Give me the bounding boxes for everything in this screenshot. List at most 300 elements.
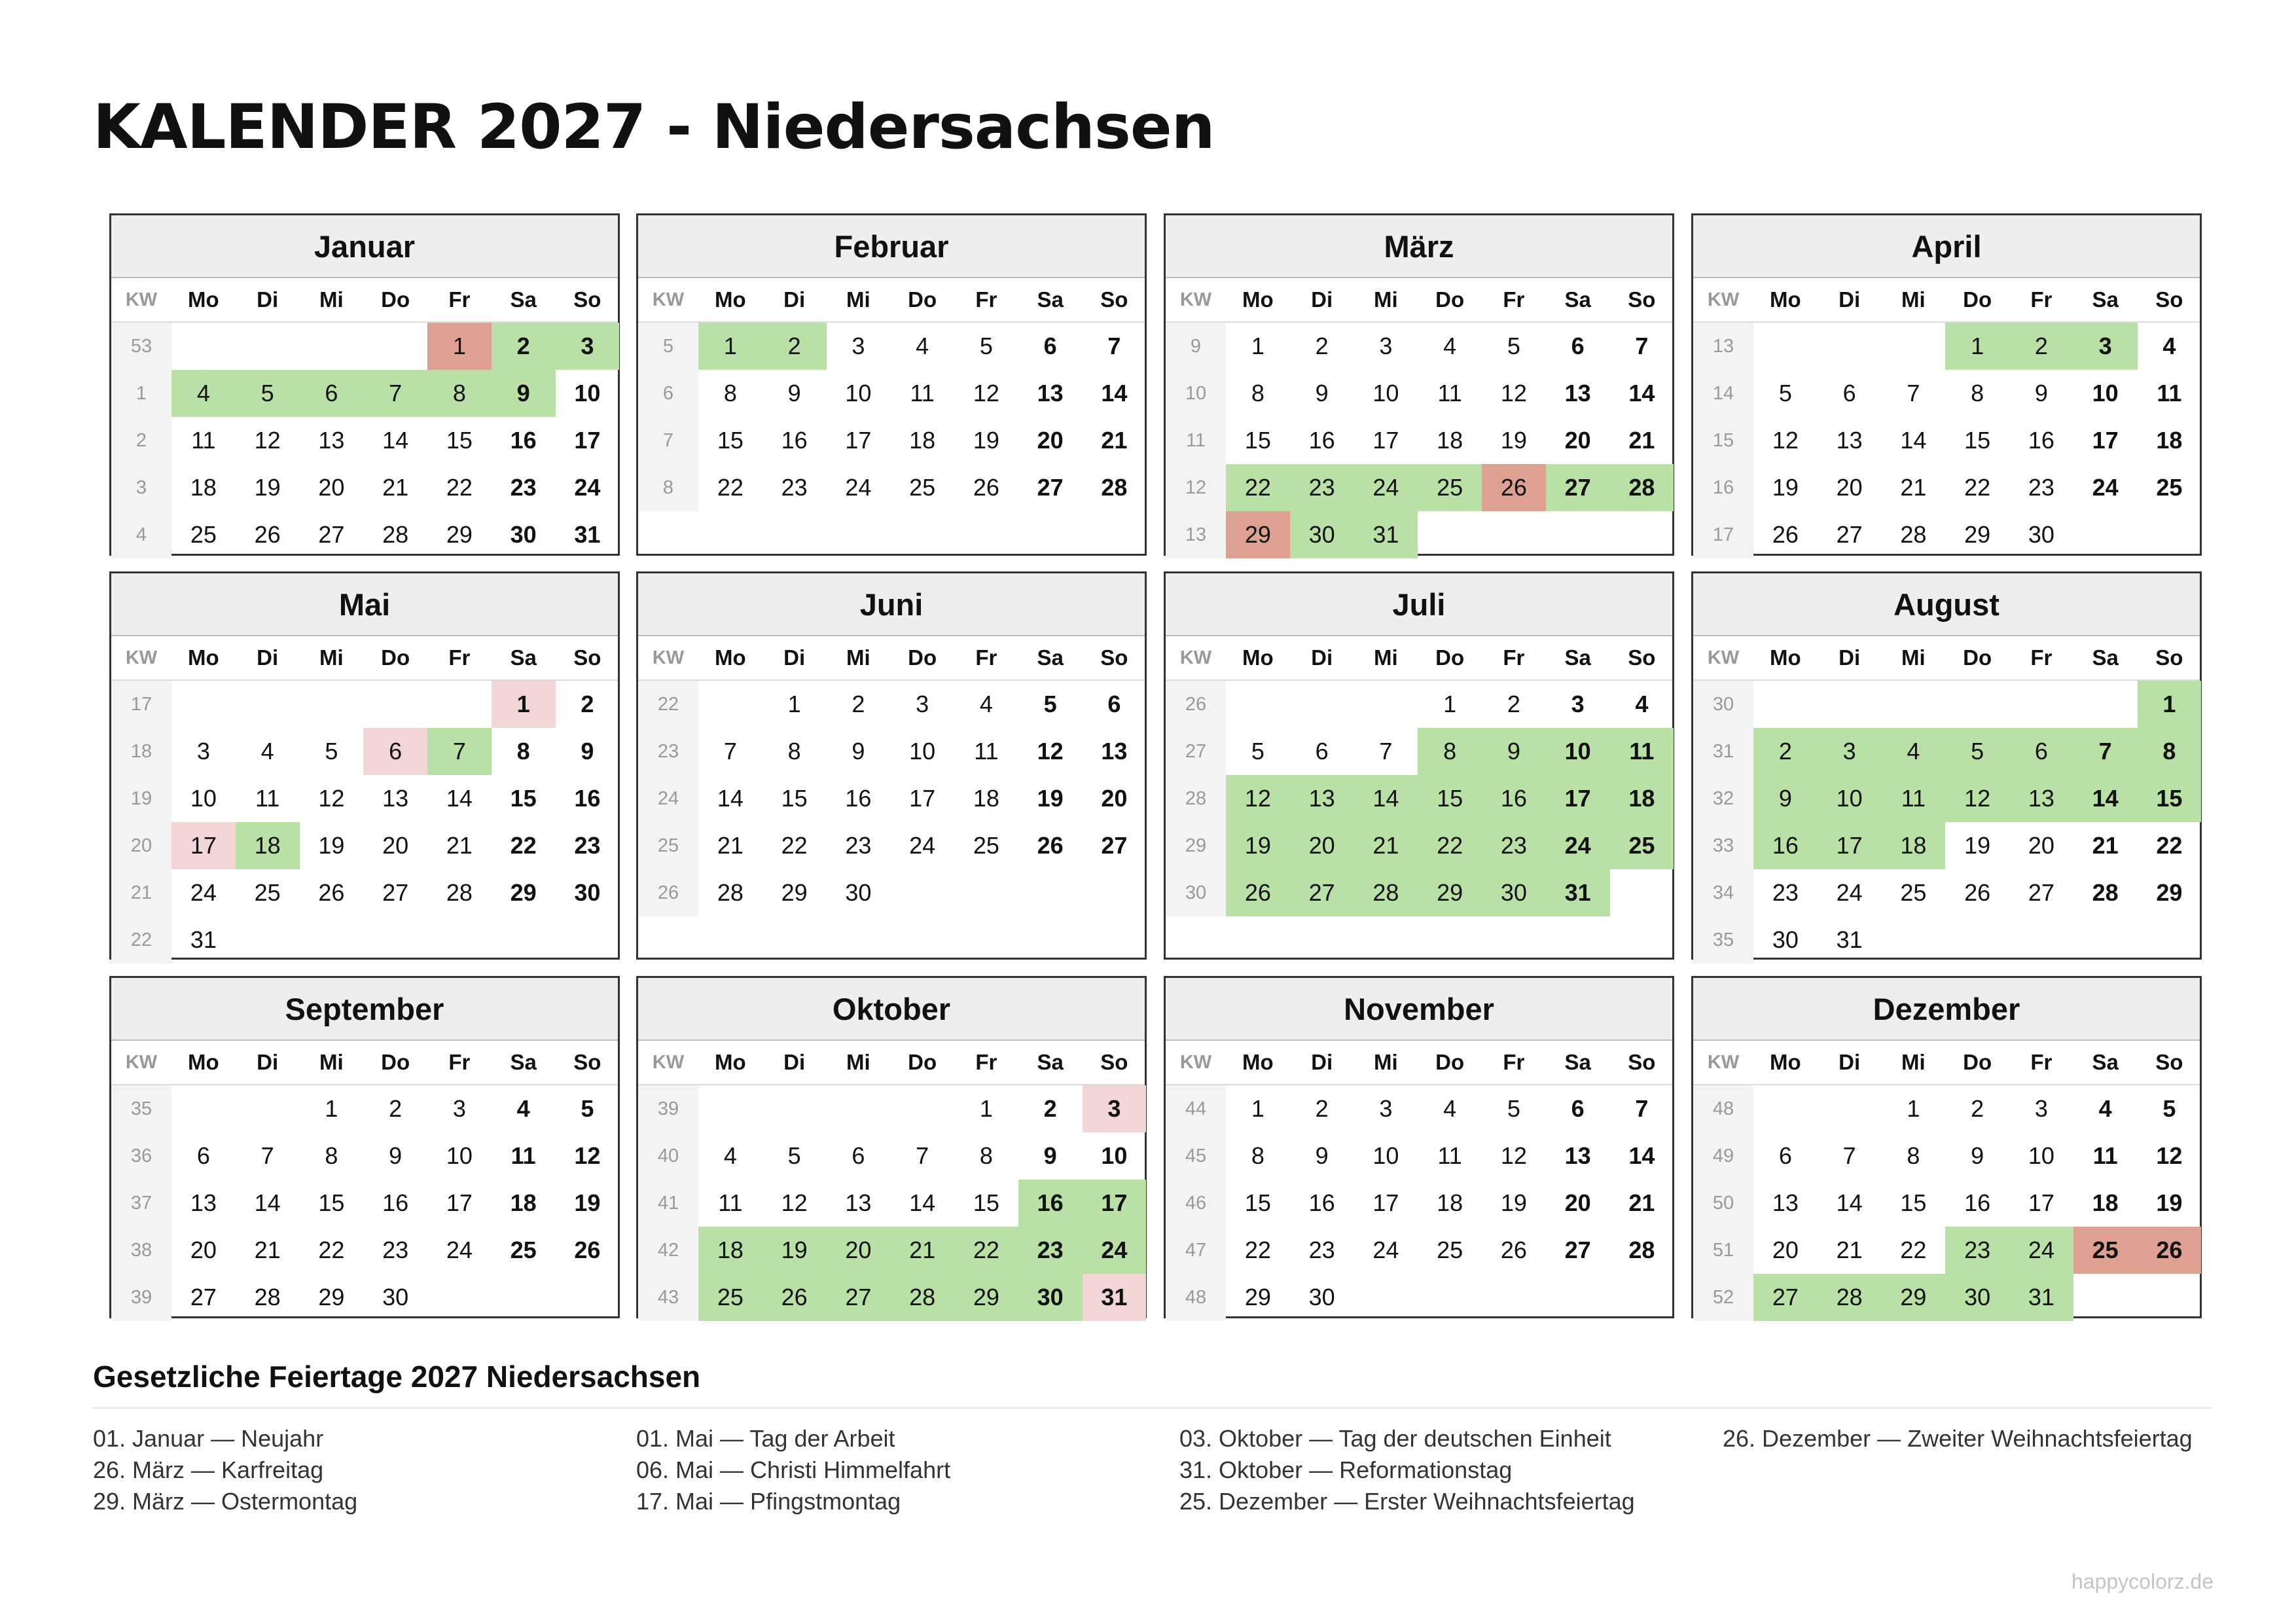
day-cell: 3 [1083, 1085, 1147, 1132]
day-cell: 31 [190, 926, 217, 953]
weekday-header: Di [257, 1050, 279, 1074]
day-cell: 3 [452, 1095, 466, 1122]
month-title: November [1166, 978, 1672, 1041]
week-row [1693, 869, 2200, 916]
week-row [1693, 728, 2200, 775]
weekday-header: Mi [1901, 645, 1926, 670]
empty-day-cell [1753, 323, 1818, 370]
legend-column [1179, 1423, 1723, 1517]
day-cell: 2 [1971, 1095, 1984, 1122]
day-cell: 23 [845, 832, 872, 859]
day-cell: 7 [427, 728, 492, 775]
day-cell: 27 [827, 1274, 891, 1321]
weekday-header: Di [1839, 645, 1861, 670]
day-cell: 17 [2092, 427, 2119, 454]
week-row [1166, 1085, 1672, 1132]
day-cell: 20 [827, 1227, 891, 1274]
week-number: 23 [638, 728, 698, 775]
week-number: 32 [1693, 775, 1753, 822]
day-cell: 27 [1564, 1236, 1591, 1263]
weekday-header: Fr [975, 287, 997, 312]
day-cell: 2 [1315, 333, 1329, 359]
day-cell: 23 [1018, 1227, 1083, 1274]
day-cell: 30 [382, 1284, 409, 1310]
day-cell: 5 [2162, 1095, 2176, 1122]
day-cell: 29 [954, 1274, 1018, 1321]
day-cell: 6 [1571, 1095, 1585, 1122]
empty-day-cell [1945, 916, 2009, 964]
week-row [1693, 822, 2200, 869]
holiday-entry: 17. Mai — Pfingstmontag [636, 1488, 901, 1515]
month-november [1164, 976, 1674, 1318]
week-row [111, 1274, 618, 1321]
month-title: Dezember [1693, 978, 2200, 1041]
empty-day-cell [2009, 681, 2073, 728]
weekday-header: Di [1311, 287, 1333, 312]
day-cell: 21 [1836, 1236, 1863, 1263]
week-number: 52 [1693, 1274, 1753, 1321]
empty-day-cell [2138, 916, 2202, 964]
day-cell: 14 [382, 427, 409, 454]
weekday-header: Sa [1037, 287, 1064, 312]
day-cell: 1 [1945, 323, 2009, 370]
empty-day-cell [556, 1274, 620, 1321]
day-cell: 19 [762, 1227, 827, 1274]
week-row [1166, 511, 1672, 558]
day-cell: 11 [2157, 380, 2182, 406]
day-cell: 12 [254, 427, 281, 454]
empty-day-cell [556, 916, 620, 964]
week-row [1166, 869, 1672, 916]
empty-day-cell [1226, 681, 1290, 728]
day-cell: 25 [1418, 464, 1482, 511]
week-number: 35 [111, 1085, 171, 1132]
day-cell: 10 [2092, 380, 2119, 406]
day-cell: 4 [723, 1142, 737, 1169]
week-row [638, 1085, 1145, 1132]
weekday-header: Sa [1564, 1050, 1591, 1074]
day-cell: 17 [171, 822, 236, 869]
day-cell: 18 [1882, 822, 1946, 869]
month-title: Februar [638, 215, 1145, 278]
day-cell: 29 [510, 879, 537, 906]
weekday-header: Fr [448, 1050, 471, 1074]
day-cell: 23 [2028, 474, 2054, 501]
day-cell: 26 [973, 474, 999, 501]
day-cell: 9 [787, 380, 801, 406]
holiday-entry: 31. Oktober — Reformationstag [1179, 1456, 1513, 1483]
day-cell: 13 [1564, 1142, 1591, 1169]
empty-day-cell [1610, 869, 1674, 916]
day-cell: 12 [1037, 738, 1064, 765]
day-cell: 13 [190, 1189, 217, 1216]
day-cell: 26 [2138, 1227, 2202, 1274]
day-cell: 27 [1101, 832, 1128, 859]
day-cell: 4 [1635, 691, 1649, 717]
week-number: 44 [1166, 1085, 1226, 1132]
day-cell: 29 [318, 1284, 345, 1310]
day-cell: 15 [446, 427, 473, 454]
week-row [1693, 681, 2200, 728]
week-row [1166, 1227, 1672, 1274]
day-cell: 18 [1437, 1189, 1463, 1216]
day-cell: 18 [236, 822, 300, 869]
day-cell: 6 [1107, 691, 1121, 717]
day-cell: 10 [190, 785, 217, 812]
day-cell: 17 [1818, 822, 1882, 869]
day-cell: 14 [1836, 1189, 1863, 1216]
legend-columns [93, 1423, 2211, 1517]
day-cell: 11 [974, 738, 999, 765]
day-cell: 29 [1882, 1274, 1946, 1321]
day-cell: 17 [1372, 427, 1399, 454]
week-number: 43 [638, 1274, 698, 1321]
month-title: April [1693, 215, 2200, 278]
empty-day-cell [827, 1085, 891, 1132]
weekday-header-row [1166, 1041, 1672, 1085]
week-row [1693, 916, 2200, 964]
weekday-header-row [638, 278, 1145, 323]
day-cell: 23 [1308, 1236, 1335, 1263]
day-cell: 28 [1900, 521, 1927, 548]
week-number: 26 [1166, 681, 1226, 728]
week-row [111, 370, 618, 417]
weekday-header: Do [381, 287, 410, 312]
day-cell: 20 [1290, 822, 1354, 869]
day-cell: 29 [2156, 879, 2183, 906]
day-cell: 9 [1971, 1142, 1984, 1169]
day-cell: 17 [2028, 1189, 2054, 1216]
month-title: März [1166, 215, 1672, 278]
day-cell: 28 [1354, 869, 1418, 916]
day-cell: 17 [1083, 1180, 1147, 1227]
month-dezember [1691, 976, 2202, 1318]
weekday-header: Mo [715, 1050, 746, 1074]
day-cell: 8 [1251, 1142, 1265, 1169]
week-row [1166, 464, 1672, 511]
day-cell: 3 [916, 691, 929, 717]
day-cell: 24 [2009, 1227, 2073, 1274]
day-cell: 27 [1546, 464, 1610, 511]
day-cell: 4 [2098, 1095, 2112, 1122]
day-cell: 18 [909, 427, 936, 454]
day-cell: 13 [1836, 427, 1863, 454]
weekday-header: Mo [188, 287, 219, 312]
day-cell: 20 [2028, 832, 2054, 859]
day-cell: 9 [581, 738, 594, 765]
day-cell: 1 [698, 323, 762, 370]
day-cell: 27 [190, 1284, 217, 1310]
weekday-header: So [573, 1050, 601, 1074]
day-cell: 20 [1772, 1236, 1799, 1263]
day-cell: 6 [1571, 333, 1585, 359]
day-cell: 7 [363, 370, 427, 417]
day-cell: 11 [1610, 728, 1674, 775]
day-cell: 13 [1290, 775, 1354, 822]
day-cell: 23 [382, 1236, 409, 1263]
empty-day-cell [1418, 511, 1482, 558]
day-cell: 12 [973, 380, 999, 406]
day-cell: 15 [1244, 1189, 1271, 1216]
day-cell: 22 [510, 832, 537, 859]
weekday-header-row [1693, 278, 2200, 323]
day-cell: 19 [1226, 822, 1290, 869]
week-number: 25 [638, 822, 698, 869]
legend-column [636, 1423, 1179, 1517]
week-row [638, 822, 1145, 869]
week-row [111, 511, 618, 558]
day-cell: 21 [1354, 822, 1418, 869]
week-number: 29 [1166, 822, 1226, 869]
empty-day-cell [1945, 681, 2009, 728]
week-number-header: KW [1707, 289, 1740, 310]
week-number-header: KW [1179, 647, 1212, 668]
day-cell: 15 [1900, 1189, 1927, 1216]
holiday-entry: 26. Dezember — Zweiter Weihnachtsfeiertag [1723, 1425, 2193, 1452]
day-cell: 6 [1778, 1142, 1792, 1169]
week-number: 48 [1693, 1085, 1753, 1132]
week-number: 39 [111, 1274, 171, 1321]
day-cell: 18 [2156, 427, 2183, 454]
day-cell: 14 [909, 1189, 936, 1216]
day-cell: 1 [2138, 681, 2202, 728]
day-cell: 21 [254, 1236, 281, 1263]
day-cell: 27 [2028, 879, 2054, 906]
week-number: 1 [111, 370, 171, 417]
day-cell: 16 [1753, 822, 1818, 869]
week-row [1166, 681, 1672, 728]
day-cell: 2 [492, 323, 556, 370]
day-cell: 26 [318, 879, 345, 906]
week-number: 33 [1693, 822, 1753, 869]
weekday-header: Mo [188, 645, 219, 670]
holiday-entry: 29. März — Ostermontag [93, 1488, 358, 1515]
day-cell: 21 [717, 832, 744, 859]
week-row [638, 1180, 1145, 1227]
empty-day-cell [2073, 511, 2138, 558]
empty-day-cell [1818, 681, 1882, 728]
day-cell: 24 [574, 474, 601, 501]
day-cell: 28 [382, 521, 409, 548]
day-cell: 8 [1971, 380, 1984, 406]
day-cell: 7 [723, 738, 737, 765]
week-row [638, 775, 1145, 822]
day-cell: 16 [1482, 775, 1546, 822]
week-number: 22 [638, 681, 698, 728]
week-number: 4 [111, 511, 171, 558]
weekday-header: Do [1963, 1050, 1992, 1074]
day-cell: 9 [1482, 728, 1546, 775]
empty-day-cell [1354, 681, 1418, 728]
week-row [1693, 1085, 2200, 1132]
empty-day-cell [1083, 869, 1147, 916]
empty-day-cell [1753, 1085, 1818, 1132]
holiday-entry: 26. März — Karfreitag [93, 1456, 324, 1483]
day-cell: 26 [1772, 521, 1799, 548]
weekday-header: Mo [1770, 645, 1801, 670]
day-cell: 16 [510, 427, 537, 454]
holiday-entry: 01. Januar — Neujahr [93, 1425, 324, 1452]
day-cell: 5 [1043, 691, 1057, 717]
day-cell: 15 [2138, 775, 2202, 822]
month-februar [636, 213, 1147, 556]
week-row [638, 1274, 1145, 1321]
day-cell: 29 [1418, 869, 1482, 916]
week-number: 26 [638, 869, 698, 916]
week-row [111, 323, 618, 370]
week-row [1166, 728, 1672, 775]
day-cell: 3 [2034, 1095, 2048, 1122]
day-cell: 15 [973, 1189, 999, 1216]
day-cell: 15 [510, 785, 537, 812]
empty-day-cell [2138, 1274, 2202, 1321]
weekday-header: Fr [2030, 287, 2053, 312]
page-title: KALENDER 2027 - Niedersachsen [93, 92, 1215, 163]
day-cell: 15 [1244, 427, 1271, 454]
week-row [111, 464, 618, 511]
week-number: 3 [111, 464, 171, 511]
day-cell: 9 [2034, 380, 2048, 406]
day-cell: 25 [2156, 474, 2183, 501]
day-cell: 4 [2162, 333, 2176, 359]
month-august [1691, 571, 2202, 960]
weekday-header: So [1100, 287, 1128, 312]
empty-day-cell [2009, 916, 2073, 964]
empty-day-cell [1418, 1274, 1482, 1321]
week-number: 10 [1166, 370, 1226, 417]
day-cell: 26 [254, 521, 281, 548]
day-cell: 11 [718, 1189, 743, 1216]
empty-day-cell [1482, 1274, 1546, 1321]
day-cell: 11 [191, 427, 216, 454]
day-cell: 5 [236, 370, 300, 417]
empty-day-cell [363, 323, 427, 370]
month-title: Juni [638, 573, 1145, 636]
weekday-header: Mi [1901, 287, 1926, 312]
day-cell: 8 [427, 370, 492, 417]
day-cell: 21 [1900, 474, 1927, 501]
day-cell: 30 [845, 879, 872, 906]
day-cell: 15 [781, 785, 808, 812]
day-cell: 1 [325, 1095, 338, 1122]
weekday-header: So [2155, 1050, 2183, 1074]
week-row [1693, 1132, 2200, 1180]
day-cell: 22 [717, 474, 744, 501]
week-row [1693, 323, 2200, 370]
day-cell: 11 [910, 380, 935, 406]
week-row [638, 681, 1145, 728]
day-cell: 7 [1107, 333, 1121, 359]
footer-credit: happycolorz.de [2071, 1570, 2214, 1593]
day-cell: 12 [1772, 427, 1799, 454]
weekday-header: So [573, 287, 601, 312]
day-cell: 15 [1418, 775, 1482, 822]
day-cell: 19 [1500, 427, 1527, 454]
weekday-header: Mo [1242, 287, 1274, 312]
day-cell: 27 [1290, 869, 1354, 916]
day-cell: 4 [1443, 1095, 1457, 1122]
week-row [1693, 1180, 2200, 1227]
day-cell: 29 [1244, 1284, 1271, 1310]
weekday-header: Mi [1374, 1050, 1398, 1074]
day-cell: 6 [852, 1142, 865, 1169]
day-cell: 31 [1083, 1274, 1147, 1321]
day-cell: 9 [492, 370, 556, 417]
day-cell: 25 [1610, 822, 1674, 869]
day-cell: 6 [196, 1142, 210, 1169]
day-cell: 15 [1964, 427, 1991, 454]
day-cell: 8 [1418, 728, 1482, 775]
month-september [109, 976, 620, 1318]
day-cell: 28 [1818, 1274, 1882, 1321]
day-cell: 10 [2028, 1142, 2054, 1169]
day-cell: 2 [1315, 1095, 1329, 1122]
week-number: 13 [1693, 323, 1753, 370]
week-row [111, 1085, 618, 1132]
day-cell: 6 [363, 728, 427, 775]
month-märz [1164, 213, 1674, 556]
empty-day-cell [1818, 323, 1882, 370]
day-cell: 10 [446, 1142, 473, 1169]
empty-day-cell [427, 916, 492, 964]
week-number: 45 [1166, 1132, 1226, 1180]
day-cell: 2 [1753, 728, 1818, 775]
day-cell: 4 [916, 333, 929, 359]
day-cell: 23 [574, 832, 601, 859]
weekday-header: Sa [1564, 645, 1591, 670]
week-number-header: KW [652, 1051, 685, 1073]
weekday-header: Mi [846, 645, 870, 670]
empty-day-cell [2138, 511, 2202, 558]
empty-day-cell [236, 323, 300, 370]
day-cell: 12 [574, 1142, 601, 1169]
week-row [638, 869, 1145, 916]
day-cell: 24 [909, 832, 936, 859]
weekday-header: Mo [1242, 1050, 1274, 1074]
weekday-header: Mo [1242, 645, 1274, 670]
day-cell: 23 [1482, 822, 1546, 869]
day-cell: 12 [1500, 1142, 1527, 1169]
weekday-header: Fr [448, 287, 471, 312]
day-cell: 21 [1628, 427, 1655, 454]
empty-day-cell [1610, 511, 1674, 558]
week-number: 34 [1693, 869, 1753, 916]
week-number: 42 [638, 1227, 698, 1274]
weekday-header: Do [908, 287, 937, 312]
day-cell: 31 [2009, 1274, 2073, 1321]
day-cell: 31 [1546, 869, 1610, 916]
day-cell: 26 [1500, 1236, 1527, 1263]
month-title: September [111, 978, 618, 1041]
empty-day-cell [236, 681, 300, 728]
day-cell: 13 [1564, 380, 1591, 406]
week-row [1693, 370, 2200, 417]
day-cell: 8 [723, 380, 737, 406]
empty-day-cell [2073, 681, 2138, 728]
day-cell: 8 [787, 738, 801, 765]
holiday-entry: 03. Oktober — Tag der deutschen Einheit [1179, 1425, 1611, 1452]
empty-day-cell [363, 916, 427, 964]
weekday-header: So [1100, 645, 1128, 670]
holiday-legend [93, 1359, 2211, 1517]
empty-day-cell [1482, 511, 1546, 558]
week-number: 2 [111, 417, 171, 464]
day-cell: 25 [698, 1274, 762, 1321]
day-cell: 28 [890, 1274, 954, 1321]
day-cell: 2 [389, 1095, 403, 1122]
month-title: Januar [111, 215, 618, 278]
day-cell: 3 [556, 323, 620, 370]
